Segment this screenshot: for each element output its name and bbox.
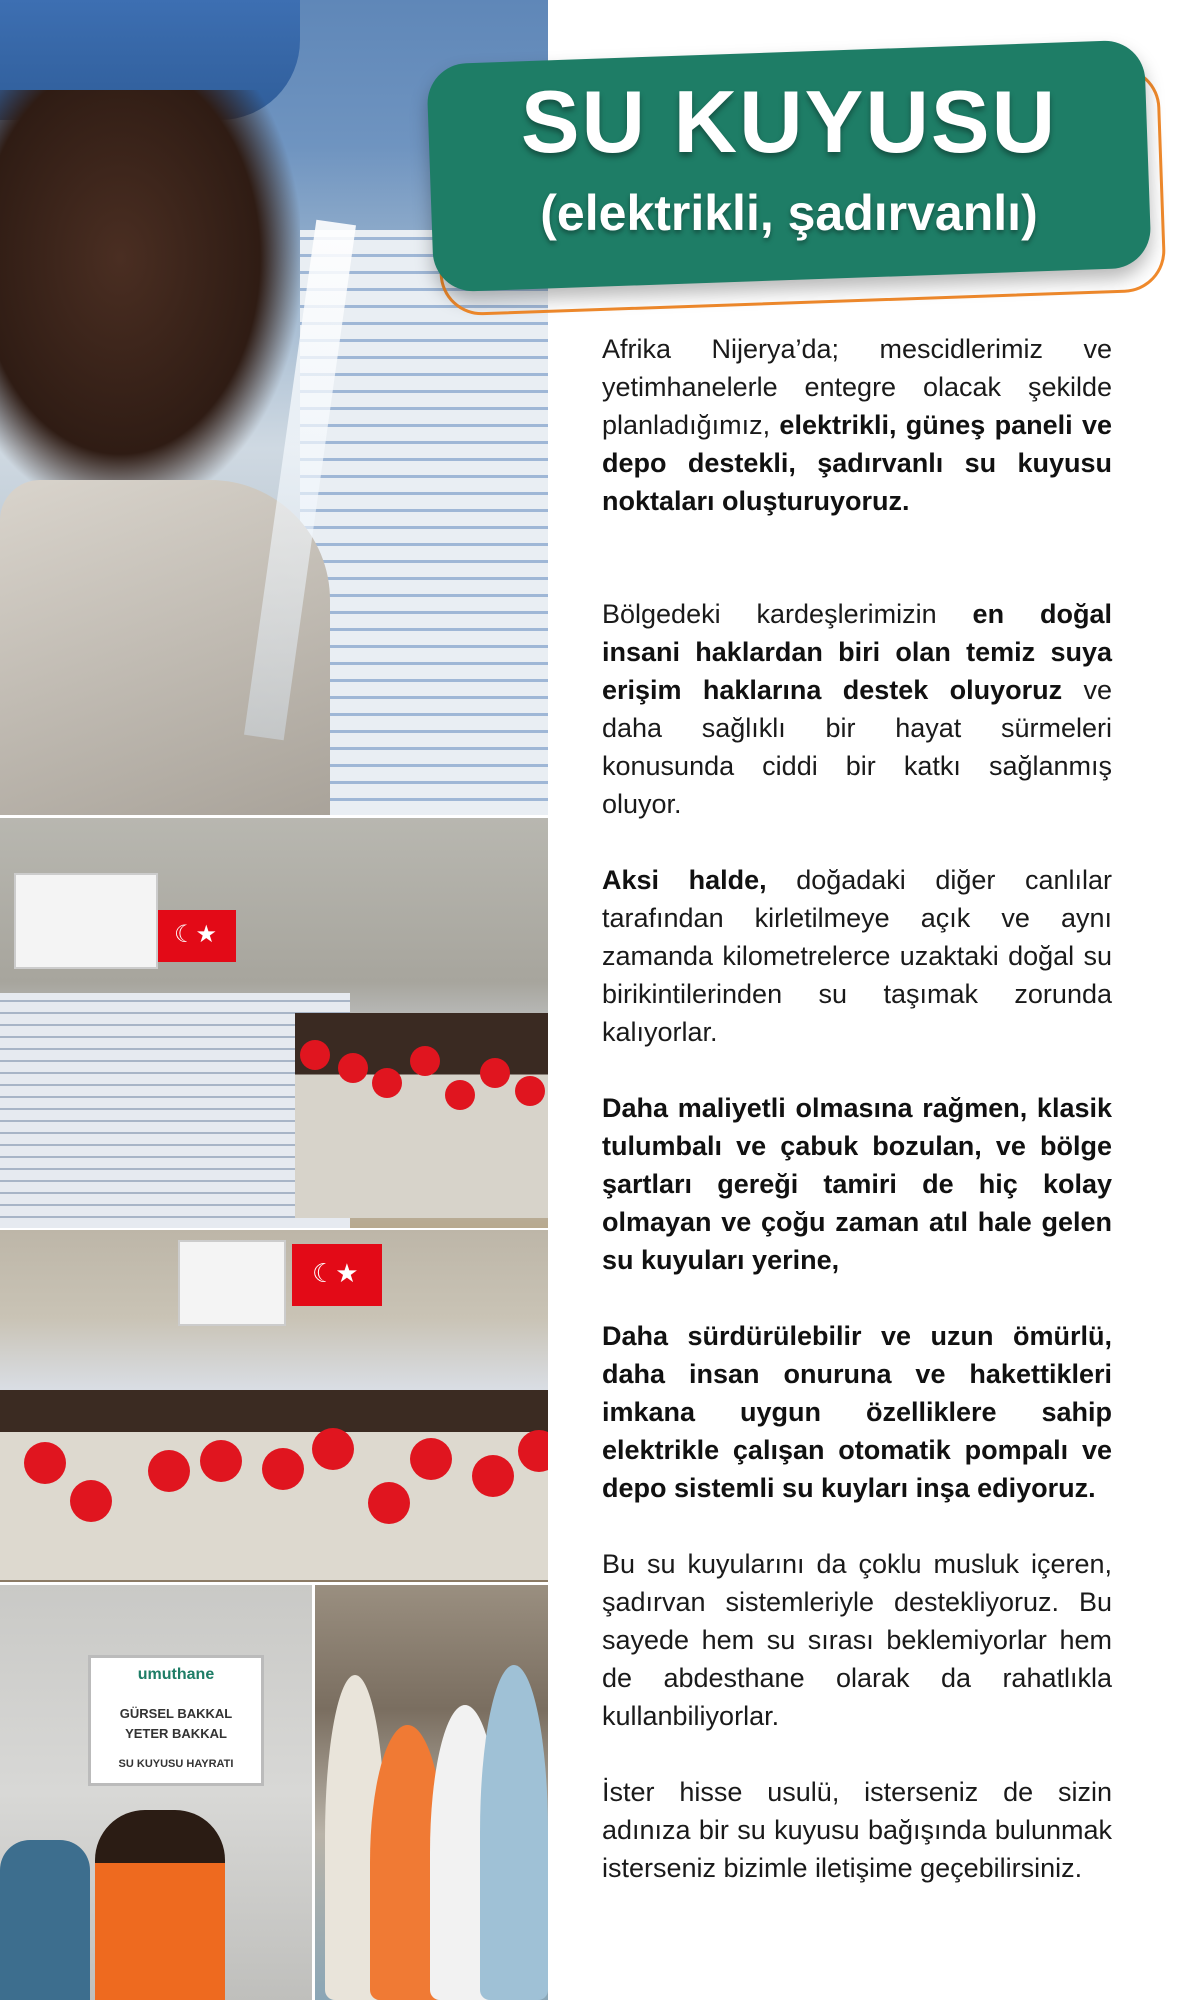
red-balloon bbox=[472, 1455, 514, 1497]
paragraph-otherwise: Aksi halde, doğadaki diğer canlılar tarafından kirletilmeye açık ve aynı zamanda kilometrelerce uzaktaki doğal su birikintilerinden su taşımak zorunda kalıyorlar. bbox=[602, 865, 1112, 1047]
red-balloon bbox=[372, 1068, 402, 1098]
photo-children-seated-with-balloons bbox=[0, 1230, 548, 1582]
red-balloon bbox=[312, 1428, 354, 1470]
red-balloon bbox=[410, 1438, 452, 1480]
paragraph-rights: Bölgedeki kardeşlerimizin en doğal insani haklardan biri olan temiz suya erişim haklarına destek oluyoruz ve daha sağlıklı bir hayat sürmeleri konusunda ciddi bir katkı sağlanmış oluyor. bbox=[602, 599, 1113, 819]
red-balloon bbox=[24, 1442, 66, 1484]
paragraph-contact: İster hisse usulü, isterseniz de sizin adınıza bir su kuyusu bağışında bulunmak isterseniz bizimle iletişime geçebilirsiniz. bbox=[602, 1777, 1112, 1883]
turkish-flag-icon bbox=[292, 1244, 382, 1306]
orange-vest-volunteer bbox=[95, 1810, 225, 2000]
red-balloon bbox=[300, 1040, 330, 1070]
paragraph-intro: Afrika Nijerya’da; mescidlerimiz ve yetimhanelerle entegre olacak şekilde planladığımız, elektrikli, güneş paneli ve depo destekli, şadırvanlı su kuyusu noktaları oluşturuyoruz. bbox=[602, 334, 1113, 516]
body-text bbox=[602, 330, 1112, 1887]
red-balloon bbox=[70, 1480, 112, 1522]
red-balloon bbox=[410, 1046, 440, 1076]
red-balloon bbox=[515, 1076, 545, 1106]
page-subtitle: (elektrikli, şadırvanlı) bbox=[540, 185, 1038, 241]
donor-sign: umuthane GÜRSEL BAKKAL YETER BAKKAL SU KUYUSU HAYRATI bbox=[88, 1655, 264, 1786]
paragraph-sustainable: Daha sürdürülebilir ve uzun ömürlü, daha insan onuruna ve hakettikleri imkana uygun özelliklere sahip elektrikle çalışan otomatik pompalı ve depo sistemli su kuyları inşa ediyoruz. bbox=[602, 1321, 1112, 1503]
turkish-flag-icon bbox=[158, 910, 236, 962]
red-balloon bbox=[480, 1058, 510, 1088]
photo-donation-sign bbox=[0, 1585, 312, 2000]
photo-children-praying bbox=[315, 1585, 548, 2000]
paragraph-instead-of: Daha maliyetli olmasına rağmen, klasik tulumbalı ve çabuk bozulan, ve bölge şartları gereği tamiri de hiç kolay olmayan ve çoğu zaman atıl hale gelen su kuyuları yerine, bbox=[602, 1093, 1112, 1275]
donation-plaque bbox=[178, 1240, 286, 1326]
photo-fountain-with-children bbox=[0, 818, 548, 1228]
red-balloon bbox=[368, 1482, 410, 1524]
red-balloon bbox=[200, 1440, 242, 1482]
donation-plaque bbox=[14, 873, 158, 969]
red-balloon bbox=[262, 1448, 304, 1490]
red-balloon bbox=[148, 1450, 190, 1492]
red-balloon bbox=[338, 1053, 368, 1083]
paragraph-fountain-system: Bu su kuyularını da çoklu musluk içeren, şadırvan sistemleriyle destekliyoruz. Bu sayede hem su sırası beklemiyorlar hem de abdesthane olarak da rahatlıkla kullanbiliyorlar. bbox=[602, 1549, 1112, 1731]
page-title: SU KUYUSU bbox=[520, 72, 1058, 171]
red-balloon bbox=[445, 1080, 475, 1110]
